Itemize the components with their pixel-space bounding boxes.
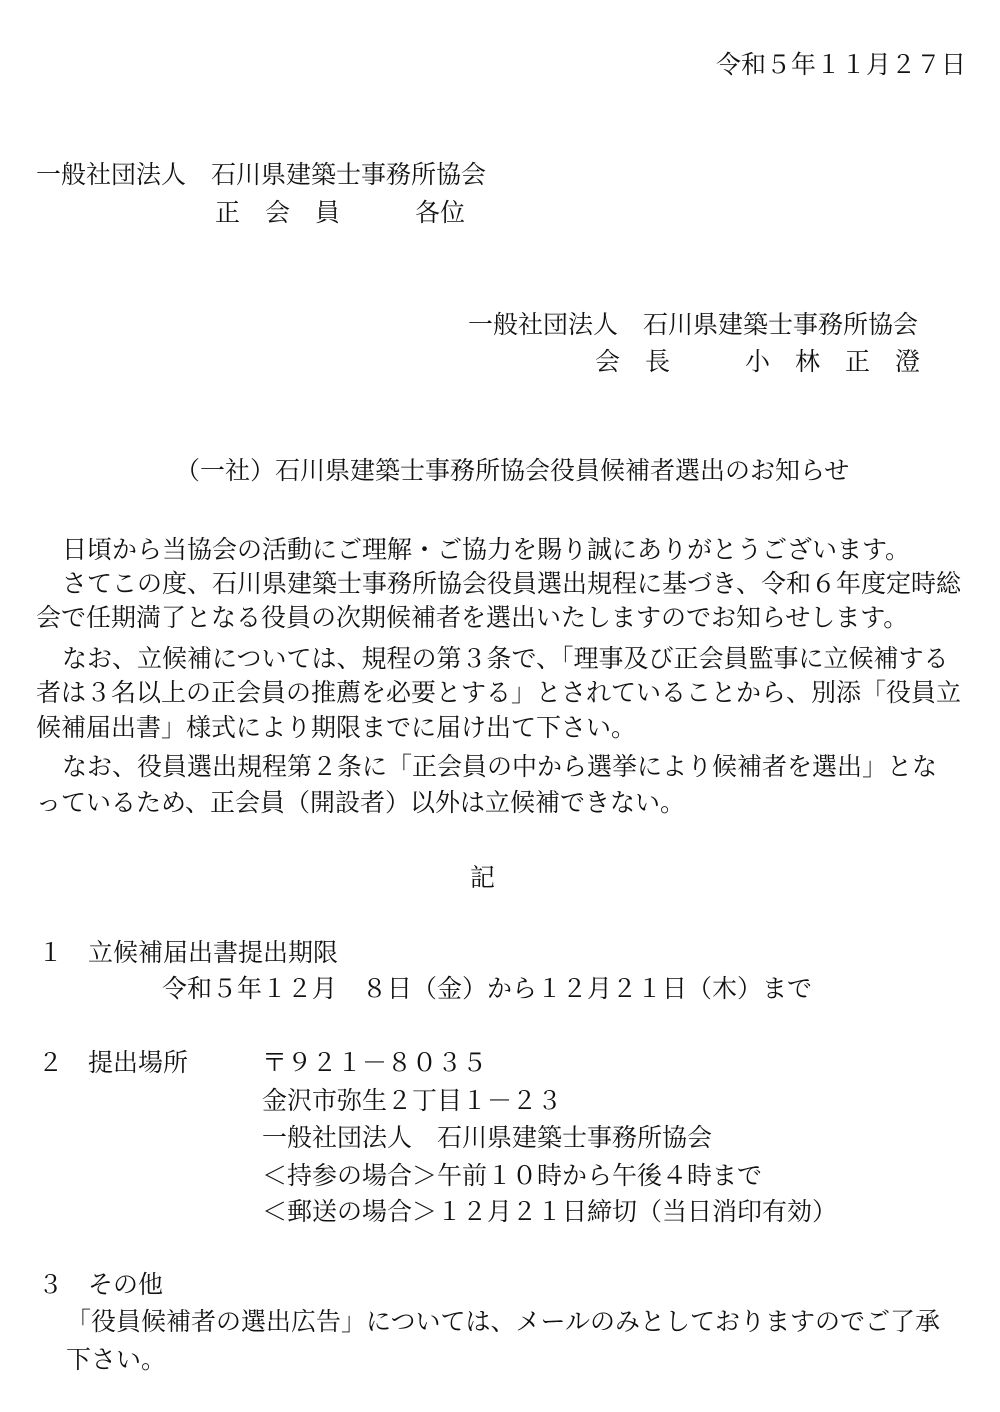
item1-detail: 令和５年１２月 ８日（金）から１２月２１日（木）まで bbox=[162, 974, 813, 1003]
body-line-3: 会で任期満了となる役員の次期候補者を選出いたしますのでお知らせします。 bbox=[36, 603, 909, 632]
item2-number: ２ bbox=[38, 1048, 64, 1077]
item3-line-1: 「役員候補者の選出広告」については、メールのみとしておりますのでご了承 bbox=[66, 1307, 941, 1336]
item3-heading: その他 bbox=[88, 1270, 164, 1299]
item3-line-2: 下さい。 bbox=[66, 1345, 167, 1374]
item2-organization: 一般社団法人 石川県建築士事務所協会 bbox=[262, 1123, 713, 1152]
item2-address: 金沢市弥生２丁目１－２３ bbox=[262, 1086, 563, 1115]
item2-heading: 提出場所 bbox=[88, 1048, 189, 1077]
body-line-6: 候補届出書」様式により期限までに届け出て下さい。 bbox=[36, 713, 637, 742]
body-line-4: なお、立候補については、規程の第３条で、「理事及び正会員監事に立候補する bbox=[62, 644, 949, 673]
item3-number: ３ bbox=[38, 1270, 64, 1299]
sender-name: 小 林 正 澄 bbox=[745, 347, 921, 376]
item2-postal-code: 〒９２１－８０３５ bbox=[262, 1048, 488, 1077]
body-line-8: っているため、正会員（開設者）以外は立候補できない。 bbox=[36, 788, 686, 817]
item2-mail-deadline: ＜郵送の場合＞１２月２１日締切（当日消印有効） bbox=[262, 1197, 838, 1226]
sender-organization: 一般社団法人 石川県建築士事務所協会 bbox=[468, 310, 919, 339]
recipient-organization: 一般社団法人 石川県建築士事務所協会 bbox=[36, 160, 487, 189]
item2-in-person-hours: ＜持参の場合＞午前１０時から午後４時まで bbox=[262, 1161, 763, 1190]
body-line-7: なお、役員選出規程第２条に「正会員の中から選挙により候補者を選出」とな bbox=[62, 752, 938, 781]
item1-number: １ bbox=[38, 938, 64, 967]
body-line-1: 日頃から当協会の活動にご理解・ご協力を賜り誠にありがとうございます。 bbox=[62, 535, 911, 564]
recipient-honorific: 各位 bbox=[415, 198, 466, 227]
item1-heading: 立候補届出書提出期限 bbox=[88, 938, 339, 967]
document-subject: （一社）石川県建築士事務所協会役員候補者選出のお知らせ bbox=[175, 456, 850, 485]
recipient-members: 正 会 員 bbox=[215, 198, 341, 227]
body-line-2: さてこの度、石川県建築士事務所協会役員選出規程に基づき、令和６年度定時総 bbox=[62, 569, 962, 598]
document-date: 令和５年１１月２７日 bbox=[715, 50, 966, 79]
ki-heading: 記 bbox=[470, 863, 496, 892]
body-line-5: 者は３名以上の正会員の推薦を必要とする」とされていることから、別添「役員立 bbox=[36, 678, 962, 707]
sender-title: 会 長 bbox=[595, 347, 671, 376]
